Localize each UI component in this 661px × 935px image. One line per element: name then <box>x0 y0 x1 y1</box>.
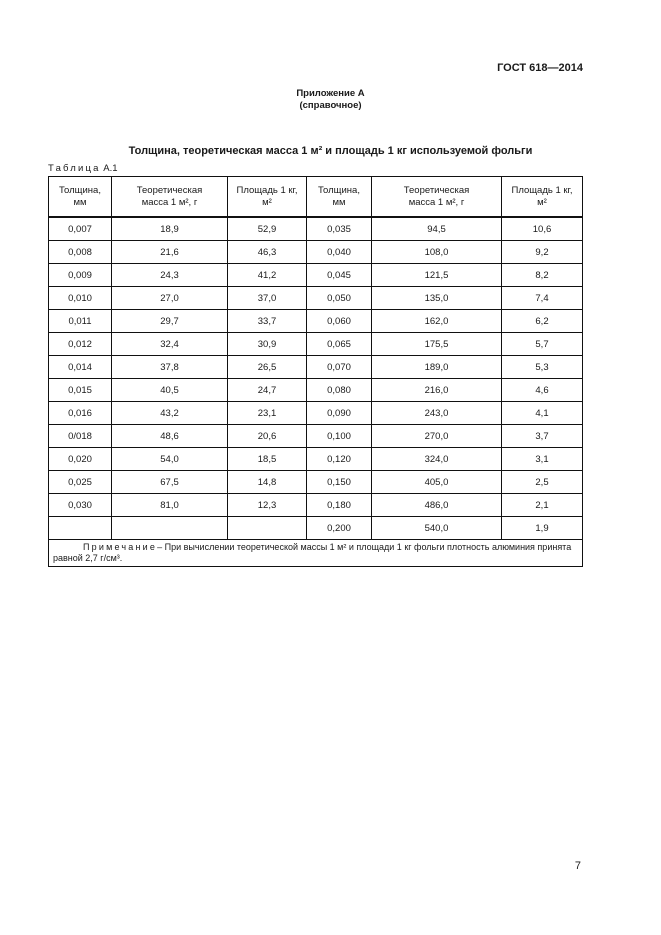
table-caption <box>48 163 118 174</box>
table-cell: 1,9 <box>502 517 583 540</box>
table-cell: 43,2 <box>112 402 228 425</box>
column-header <box>228 177 307 218</box>
table-cell: 0,200 <box>307 517 372 540</box>
table-cell: 40,5 <box>112 379 228 402</box>
table-cell: 162,0 <box>372 310 502 333</box>
table-cell: 0,090 <box>307 402 372 425</box>
table-cell: 94,5 <box>372 217 502 241</box>
table-cell: 12,3 <box>228 494 307 517</box>
table-cell: 3,1 <box>502 448 583 471</box>
table-cell: 0,010 <box>49 287 112 310</box>
table-cell: 26,5 <box>228 356 307 379</box>
table-caption-number: А.1 <box>103 163 118 174</box>
table-cell: 0,070 <box>307 356 372 379</box>
table-cell: 0,180 <box>307 494 372 517</box>
column-header <box>372 177 502 218</box>
column-header-line: м² <box>262 196 272 208</box>
table-row <box>49 425 583 448</box>
table-row <box>49 471 583 494</box>
table-cell: 540,0 <box>372 517 502 540</box>
table-header-row <box>49 177 583 218</box>
table-cell <box>112 517 228 540</box>
table-caption-word: Таблица <box>48 163 101 174</box>
column-header-line: Теоретическая <box>403 184 470 196</box>
table-cell <box>49 517 112 540</box>
table-cell: 0,045 <box>307 264 372 287</box>
table-cell: 37,8 <box>112 356 228 379</box>
table-row <box>49 333 583 356</box>
table-cell: 486,0 <box>372 494 502 517</box>
table-cell: 0,120 <box>307 448 372 471</box>
table-cell: 24,7 <box>228 379 307 402</box>
table-cell: 0,030 <box>49 494 112 517</box>
table-cell: 33,7 <box>228 310 307 333</box>
table-cell: 18,9 <box>112 217 228 241</box>
table-cell: 0,150 <box>307 471 372 494</box>
foil-table <box>48 176 583 567</box>
table-cell: 0,009 <box>49 264 112 287</box>
table-cell: 52,9 <box>228 217 307 241</box>
table-cell: 121,5 <box>372 264 502 287</box>
table-row <box>49 241 583 264</box>
table-cell: 30,9 <box>228 333 307 356</box>
table-cell: 0,050 <box>307 287 372 310</box>
standard-number: ГОСТ 618—2014 <box>497 62 583 74</box>
appendix-subtitle: (справочное) <box>299 100 362 111</box>
table-cell: 0,015 <box>49 379 112 402</box>
table-cell: 0,016 <box>49 402 112 425</box>
note-text: – При вычислении теоретической массы 1 м² и площади 1 кг фольги плотность алюминия принята равной 2,7 г/см³. <box>53 542 572 563</box>
table-row <box>49 448 583 471</box>
table-cell: 9,2 <box>502 241 583 264</box>
table-cell: 0,035 <box>307 217 372 241</box>
table-cell: 81,0 <box>112 494 228 517</box>
table-cell: 29,7 <box>112 310 228 333</box>
column-header-line: масса 1 м², г <box>408 196 465 208</box>
table-note <box>49 540 583 567</box>
column-header <box>502 177 583 218</box>
table-cell: 243,0 <box>372 402 502 425</box>
table-cell: 175,5 <box>372 333 502 356</box>
column-header-line: мм <box>73 196 87 208</box>
table-row <box>49 517 583 540</box>
table-row <box>49 379 583 402</box>
table-cell: 46,3 <box>228 241 307 264</box>
table-cell: 0,080 <box>307 379 372 402</box>
table-cell: 8,2 <box>502 264 583 287</box>
table-cell: 27,0 <box>112 287 228 310</box>
table-cell: 6,2 <box>502 310 583 333</box>
table-cell: 0,012 <box>49 333 112 356</box>
column-header-line: масса 1 м², г <box>141 196 198 208</box>
table-cell: 20,6 <box>228 425 307 448</box>
table-cell: 324,0 <box>372 448 502 471</box>
column-header <box>307 177 372 218</box>
column-header-line: м² <box>537 196 547 208</box>
table-row <box>49 356 583 379</box>
column-header <box>49 177 112 218</box>
table-cell: 0,040 <box>307 241 372 264</box>
column-header-line: Площадь 1 кг, <box>511 184 573 196</box>
table-cell: 14,8 <box>228 471 307 494</box>
table-cell: 270,0 <box>372 425 502 448</box>
table-cell: 10,6 <box>502 217 583 241</box>
table-cell: 0,007 <box>49 217 112 241</box>
table-cell: 4,1 <box>502 402 583 425</box>
column-header-line: мм <box>332 196 346 208</box>
table-row <box>49 264 583 287</box>
table-cell: 7,4 <box>502 287 583 310</box>
table-cell: 216,0 <box>372 379 502 402</box>
table-cell: 135,0 <box>372 287 502 310</box>
table-cell: 0,060 <box>307 310 372 333</box>
column-header-line: Толщина, <box>59 184 101 196</box>
table-cell: 0,014 <box>49 356 112 379</box>
table-body <box>49 217 583 540</box>
table-cell: 0,020 <box>49 448 112 471</box>
table-cell: 3,7 <box>502 425 583 448</box>
table-row <box>49 494 583 517</box>
column-header-line: Теоретическая <box>136 184 203 196</box>
column-header-line: Площадь 1 кг, <box>236 184 298 196</box>
table-cell: 41,2 <box>228 264 307 287</box>
table-cell: 5,7 <box>502 333 583 356</box>
table-row <box>49 310 583 333</box>
table-cell: 0,065 <box>307 333 372 356</box>
table-cell: 0,025 <box>49 471 112 494</box>
table-cell: 0,011 <box>49 310 112 333</box>
table-cell: 24,3 <box>112 264 228 287</box>
table-cell: 405,0 <box>372 471 502 494</box>
table-cell: 37,0 <box>228 287 307 310</box>
table-cell: 0/018 <box>49 425 112 448</box>
table-row <box>49 217 583 241</box>
table-cell: 23,1 <box>228 402 307 425</box>
document-title: Толщина, теоретическая масса 1 м² и площадь 1 кг используемой фольги <box>128 145 533 157</box>
table-cell: 21,6 <box>112 241 228 264</box>
table-cell: 18,5 <box>228 448 307 471</box>
table-cell: 4,6 <box>502 379 583 402</box>
page-number: 7 <box>574 860 581 872</box>
table-cell: 0,008 <box>49 241 112 264</box>
appendix-title: Приложение А <box>296 88 365 99</box>
table-cell: 5,3 <box>502 356 583 379</box>
table-row <box>49 402 583 425</box>
table-cell: 67,5 <box>112 471 228 494</box>
table-cell: 2,5 <box>502 471 583 494</box>
table-cell: 0,100 <box>307 425 372 448</box>
table-cell <box>228 517 307 540</box>
table-cell: 48,6 <box>112 425 228 448</box>
table-row <box>49 287 583 310</box>
table-cell: 108,0 <box>372 241 502 264</box>
table-cell: 54,0 <box>112 448 228 471</box>
appendix-heading <box>0 88 661 112</box>
column-header-line: Толщина, <box>318 184 360 196</box>
column-header <box>112 177 228 218</box>
table-cell: 2,1 <box>502 494 583 517</box>
table-cell: 189,0 <box>372 356 502 379</box>
table-cell: 32,4 <box>112 333 228 356</box>
note-label: Примечание <box>83 542 158 552</box>
